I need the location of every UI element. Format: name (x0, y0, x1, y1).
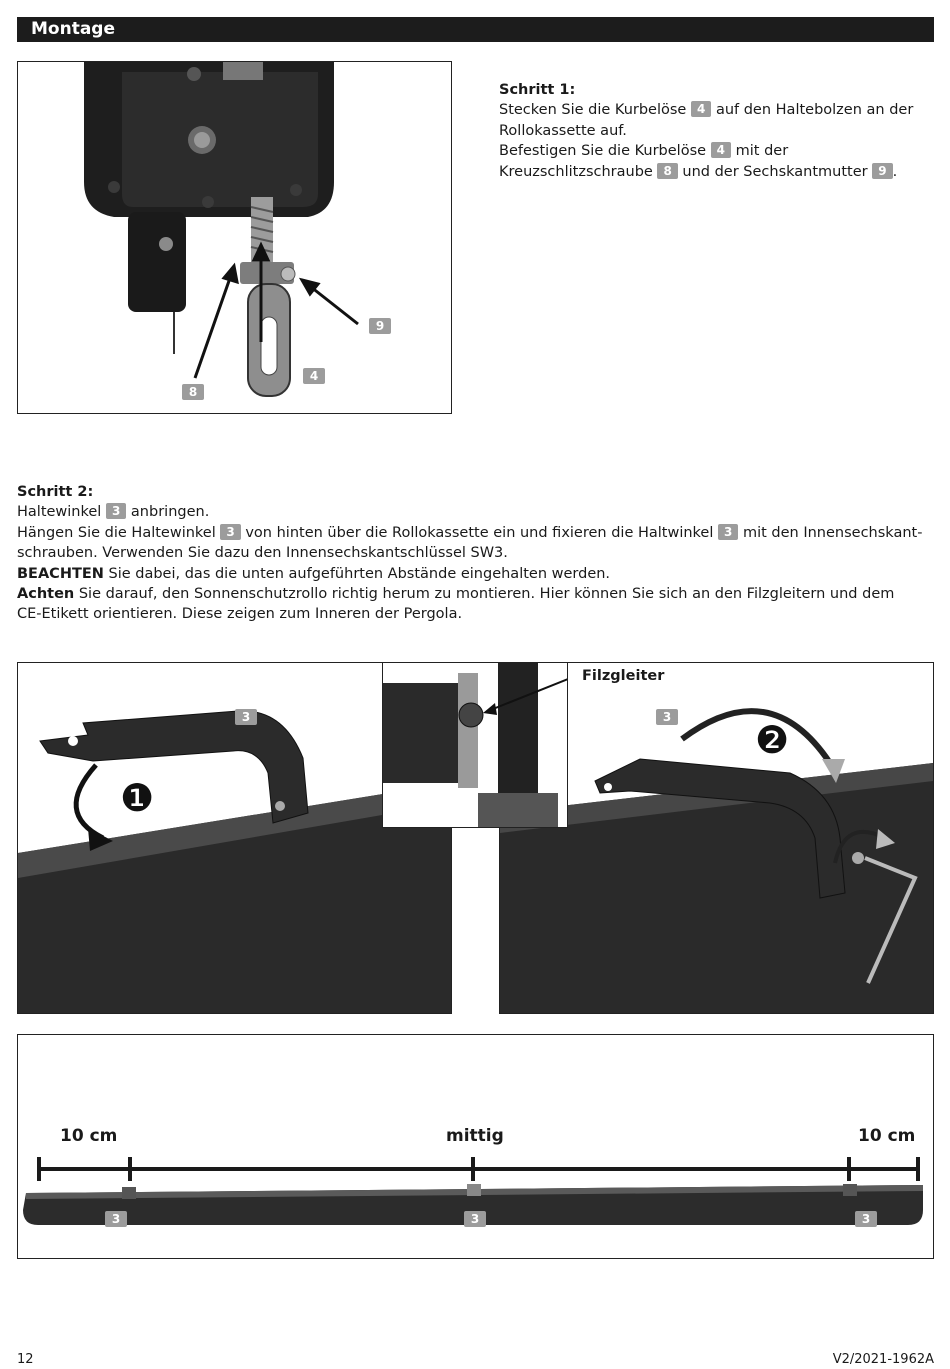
step-number-1: ❶ (120, 776, 155, 820)
figure1-label-8: 8 (182, 384, 204, 400)
figure-inset-filzgleiter (382, 662, 568, 828)
document-version: V2/2021-1962A (832, 1352, 934, 1367)
part-badge-3: 3 (106, 503, 126, 519)
step1-text (499, 80, 929, 182)
step2-line3: schrauben. Verwenden Sie dazu den Innensechskantschlüssel SW3. (17, 545, 508, 562)
part-badge-4: 4 (711, 142, 731, 158)
spacing-badge-left: 3 (105, 1211, 127, 1227)
step2-text (17, 482, 932, 625)
step2-line4-bold: BEACHTEN (17, 565, 104, 582)
step2-line6: CE-Etikett orientieren. Diese zeigen zum Inneren der Pergola. (17, 606, 463, 623)
step2-heading: Schritt 2: (17, 484, 94, 500)
figure-step1 (17, 61, 452, 414)
step1-line2: Rollokassette auf. (499, 122, 627, 139)
step1-heading: Schritt 1: (499, 82, 576, 98)
step2-line1-b: anbringen. (130, 504, 210, 521)
felt-glider-illustration (383, 663, 567, 827)
inset-label-filzgleiter: Filzgleiter (582, 668, 665, 684)
figure1-label-4: 4 (303, 368, 325, 384)
page-number: 12 (17, 1352, 34, 1367)
section-title: Montage (31, 19, 115, 39)
part-badge-8: 8 (657, 163, 677, 179)
step2-line4-rest: Sie dabei, das die unten aufgeführten Abstände eingehalten werden. (103, 565, 611, 582)
step1-line1-b: auf den Haltebolzen an der (715, 102, 914, 119)
step2-line2-b: von hinten über die Rollokassette ein und fixieren die Haltwinkel (245, 524, 714, 541)
spacing-badge-right: 3 (855, 1211, 877, 1227)
step-number-2: ❷ (755, 718, 790, 762)
step2-line5-bold: Achten (17, 586, 75, 603)
spacing-badge-center: 3 (464, 1211, 486, 1227)
step1-line3-b: mit der (735, 143, 789, 160)
step1-line3-a: Befestigen Sie die Kurbelöse (499, 143, 707, 160)
step2-line1-a: Haltewinkel (17, 504, 102, 521)
step1-line4-c: . (892, 163, 898, 180)
step2-line2-a: Hängen Sie die Haltewinkel (17, 524, 216, 541)
figure-spacing (17, 1034, 934, 1259)
figure2-badge-left: 3 (235, 709, 257, 725)
figure2-badge-right: 3 (656, 709, 678, 725)
step1-line4-b: und der Sechskantmutter (682, 163, 868, 180)
step1-line4-a: Kreuzschlitzschraube (499, 163, 653, 180)
step1-line1-a: Stecken Sie die Kurbelöse (499, 102, 687, 119)
figure1-label-9: 9 (369, 318, 391, 334)
step2-line5-rest: Sie darauf, den Sonnenschutzrollo richtig herum zu montieren. Hier können Sie sich an den Filzgleitern und dem (74, 586, 895, 603)
spacing-label-left: 10 cm (60, 1126, 118, 1146)
part-badge-3: 3 (718, 524, 738, 540)
spacing-label-center: mittig (446, 1126, 504, 1146)
step2-line2-c: mit den Innensechskant- (742, 524, 923, 541)
crank-eye-illustration (18, 62, 451, 413)
section-header (17, 17, 934, 42)
part-badge-3: 3 (220, 524, 240, 540)
part-badge-9: 9 (872, 163, 892, 179)
part-badge-4: 4 (691, 101, 711, 117)
spacing-label-right: 10 cm (858, 1126, 916, 1146)
